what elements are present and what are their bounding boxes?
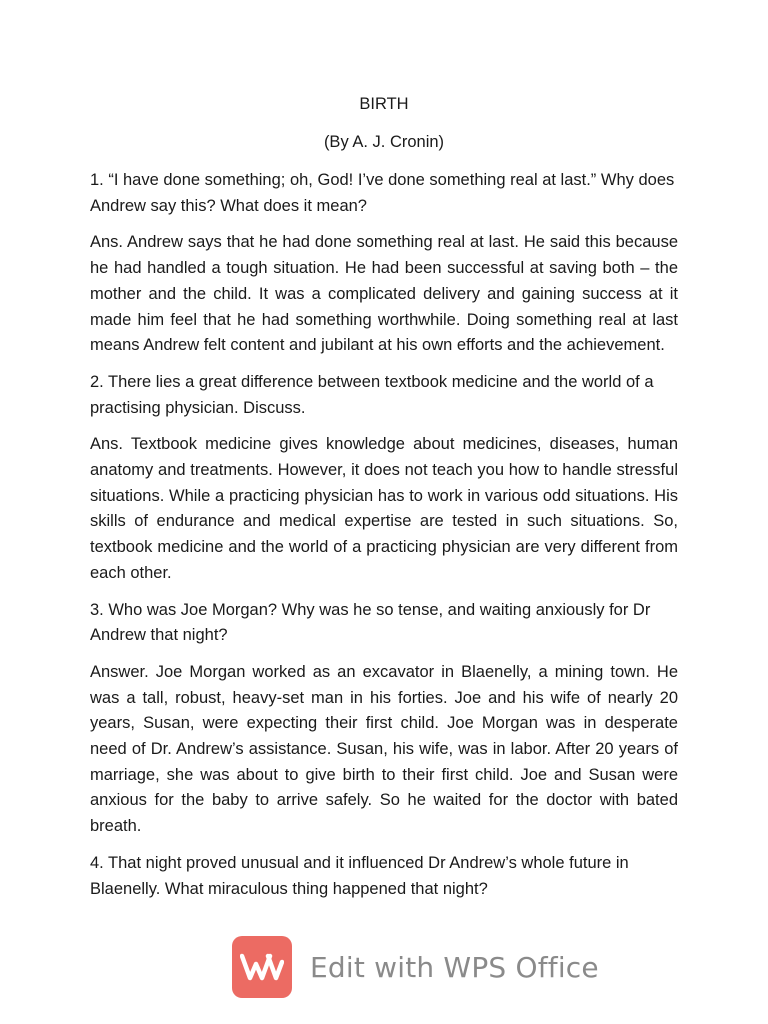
document-title: BIRTH [359, 95, 409, 113]
question-3: 3. Who was Joe Morgan? Why was he so tense, and waiting anxiously for Dr Andrew that night? [90, 600, 651, 645]
wps-w-glyph-icon [240, 952, 284, 982]
question-4: 4. That night proved unusual and it influenced Dr Andrew’s whole future in Blaenelly. What miraculous thing happened that night? [90, 853, 629, 898]
question-1: 1. “I have done something; oh, God! I’ve done something real at last.” Why does Andrew say this? What does it mean? [90, 171, 675, 215]
wps-logo-icon[interactable] [232, 936, 292, 998]
wps-edit-label[interactable]: Edit with WPS Office [310, 950, 599, 984]
document-page [90, 92, 678, 913]
question-2: 2. There lies a great difference between textbook medicine and the world of a practising physician. Discuss. [90, 372, 654, 417]
answer-3: Answer. Joe Morgan worked as an excavator in Blaenelly, a mining town. He was a tall, robust, heavy-set man in his forties. Joe and his wife of nearly 20 years, Susan, were expecting their first child. Joe Morgan was in desperate need of Dr. Andrew’s assistance. Susan, his wife, was in labor. After 20 years of marriage, she was about to give birth to their first child. Joe and Susan were anxious for the baby to arrive safely. So he waited for the doctor with bated breath. [90, 662, 678, 836]
answer-2: Ans. Textbook medicine gives knowledge about medicines, diseases, human anatomy and treatments. However, it does not teach you how to handle stressful situations. While a practicing physician has to work in various odd situations. His skills of endurance and medical expertise are tested in such situations. So, textbook medicine and the world of a practicing physician are very different from each other. [90, 435, 678, 582]
answer-1: Ans. Andrew says that he had done something real at last. He said this because he had handled a tough situation. He had been successful at saving both – the mother and the child. It was a complicated delivery and gaining success at it made him feel that he had something worthwhile. Doing something real at last means Andrew felt content and jubilant at his own efforts and the achievement. [90, 233, 678, 355]
wps-edit-banner[interactable] [232, 936, 599, 998]
document-author: (By A. J. Cronin) [323, 133, 445, 151]
